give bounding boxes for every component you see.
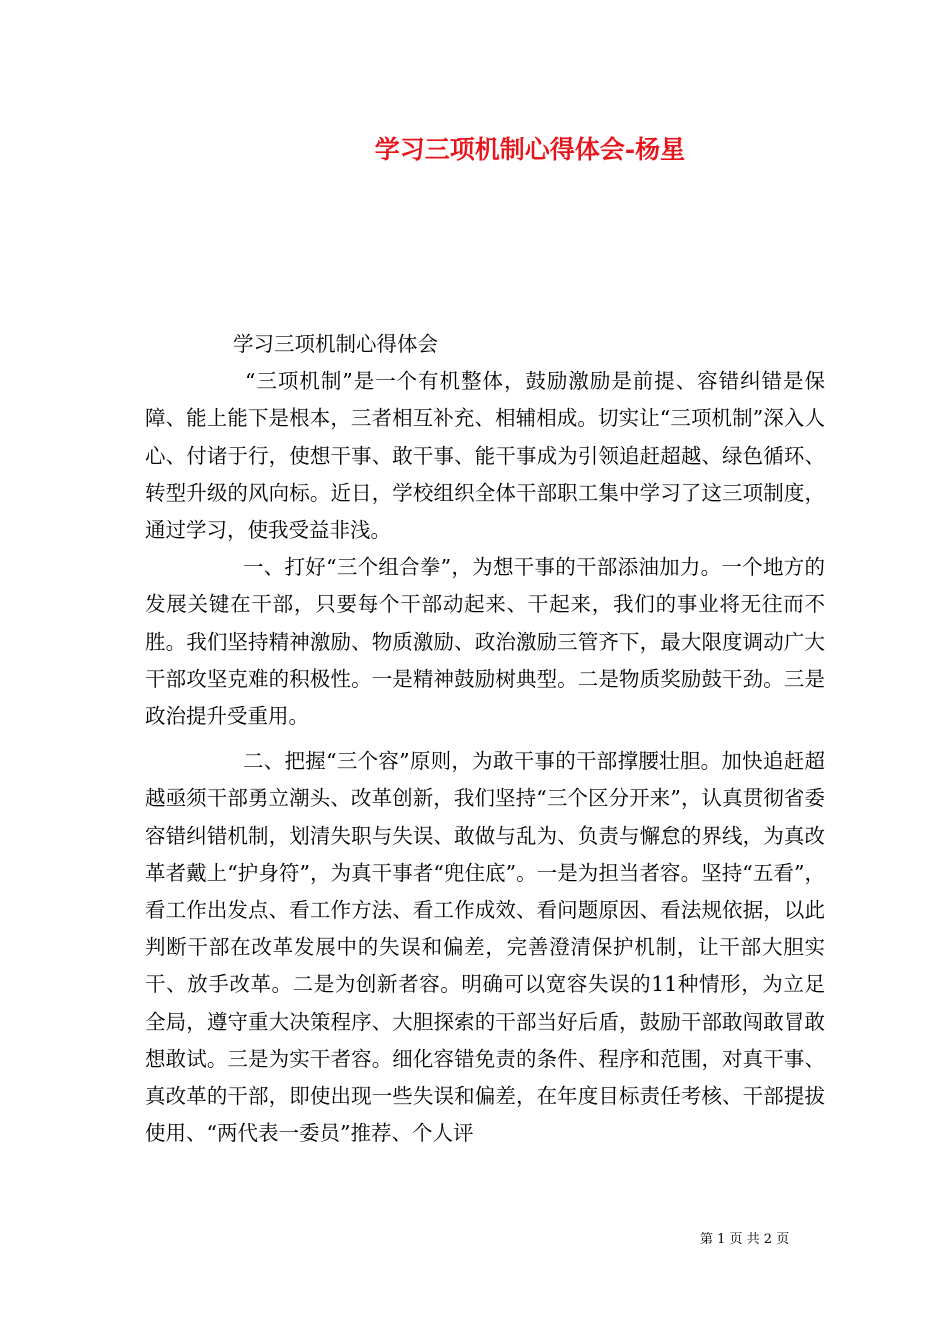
document-body <box>145 326 825 1152</box>
document-subtitle: 学习三项机制心得体会 <box>233 332 438 356</box>
paragraph-section-one: 一、打好“三个组合拳”，为想干事的干部添油加力。一个地方的发展关键在干部，只要每个干部动起来、干起来，我们的事业将无往而不胜。我们坚持精神激励、物质激励、政治激励三管齐下，最大限度调动广大干部攻坚克难的积极性。一是精神鼓励树典型。二是物质奖励鼓干劲。三是政治提升受重用。 <box>145 555 825 729</box>
page-number-footer: 第 1 页 共 2 页 <box>700 1232 790 1247</box>
paragraph-section-two: 二、把握“三个容”原则，为敢干事的干部撑腰壮胆。加快追赶超越亟须干部勇立潮头、改革创新，我们坚持“三个区分开来”，认真贯彻省委容错纠错机制，划清失职与失误、敢做与乱为、负责与懈怠的界线，为真改革者戴上“护身符”，为真干事者“兜住底”。一是为担当者容。坚持“五看”，看工作出发点、看工作方法、看工作成效、看问题原因、看法规依据，以此判断干部在改革发展中的失误和偏差，完善澄清保护机制，让干部大胆实干、放手改革。二是为创新者容。明确可以宽容失误的11种情形，为立足全局，遵守重大决策程序、大胆探索的干部当好后盾，鼓励干部敢闯敢冒敢想敢试。三是为实干者容。细化容错免责的条件、程序和范围，对真干事、真改革的干部，即使出现一些失误和偏差，在年度目标责任考核、干部提拔使用、“两代表一委员”推荐、个人评 <box>145 749 825 1146</box>
document-title: 学习三项机制心得体会-杨星 <box>374 135 686 164</box>
paragraph-intro: “三项机制”是一个有机整体，鼓励激励是前提、容错纠错是保障、能上能下是根本，三者相互补充、相辅相成。切实让“三项机制”深入人心、付诸于行，使想干事、敢干事、能干事成为引领追赶超越、绿色循环、转型升级的风向标。近日，学校组织全体干部职工集中学习了这三项制度，通过学习，使我受益非浅。 <box>145 369 825 543</box>
